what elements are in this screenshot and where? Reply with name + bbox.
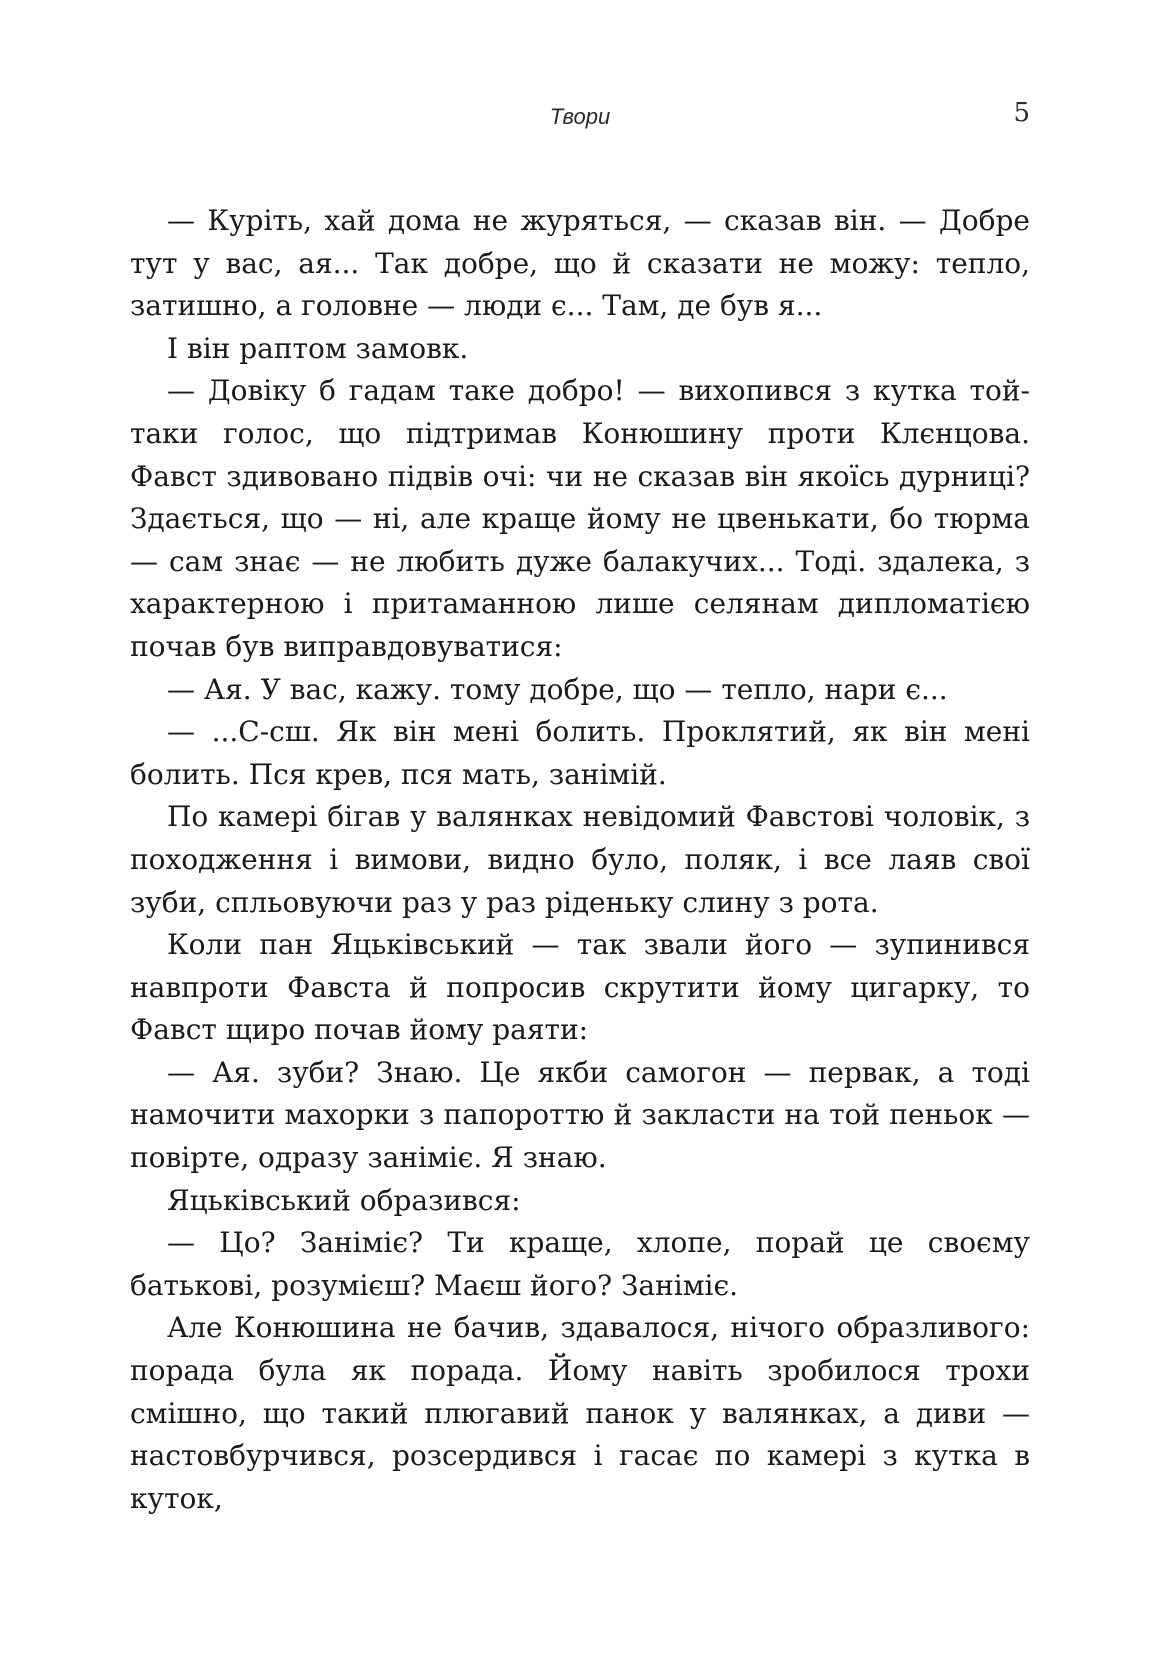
paragraph: Але Конюшина не бачив, здавалося, нічого образливого: порада була як порада. Йому навіть зробилося трохи смішно, що такий плюгавий панок у валянках, а диви — настовбурчився, розсердився і гасає по камері з кутка в куток, — [130, 1311, 1030, 1515]
running-header-title: Твори — [549, 104, 611, 129]
paragraph: — Цо? Заніміє? Ти краще, хлопе, порай це своєму батькові, розумієш? Маєш його? Заніміє. — [130, 1226, 1030, 1302]
text-body — [130, 200, 1030, 1520]
paragraph: І він раптом замовк. — [167, 331, 469, 365]
paragraph: — Ая. зуби? Знаю. Це якби самогон — первак, а тоді намочити махорки з папороттю й закласти на той пеньок — повірте, одразу заніміє. Я знаю. — [130, 1055, 1030, 1175]
paragraph: Яцьківський образився: — [167, 1183, 521, 1217]
paragraph: — Довіку б гадам таке добро! — вихопився з кутка той-таки голос, що підтримав Конюшину проти Клєнцова. Фавст здивовано підвів очі: чи не сказав він якоїсь дурниці? Здається, що — ні, але краще йому не цвенькати, бо тюрма — сам знає — не любить дуже балакучих... Тоді. здалека, з характерною і притаманною лише селянам дипломатією почав був виправдовуватися: — [130, 374, 1030, 663]
page-number: 5 — [1013, 98, 1030, 128]
paragraph: — Куріть, хай дома не журяться, — сказав він. — Добре тут у вас, ая... Так добре, що й сказати не можу: тепло, затишно, а головне — люди є... Там, де був я... — [130, 204, 1030, 323]
paragraph: По камері бігав у валянках невідомий Фавстові чоловік, з походження і вимови, видно було, поляк, і все лаяв свої зуби, спльовуючи раз у раз рiденьку слину з рота. — [130, 800, 1030, 919]
paragraph: — ...С-сш. Як він мені болить. Проклятий, як він мені болить. Пся крев, пся мать, занімій. — [130, 715, 1030, 791]
paragraph: Коли пан Яцьківський — так звали його — зупинився навпроти Фавста й попросив скрутити йому цигарку, то Фавст щиро почав йому раяти: — [130, 928, 1030, 1047]
paragraph: — Ая. У вас, кажу. тому добре, що — тепло, нари є... — [167, 672, 948, 706]
running-header — [130, 98, 1030, 138]
